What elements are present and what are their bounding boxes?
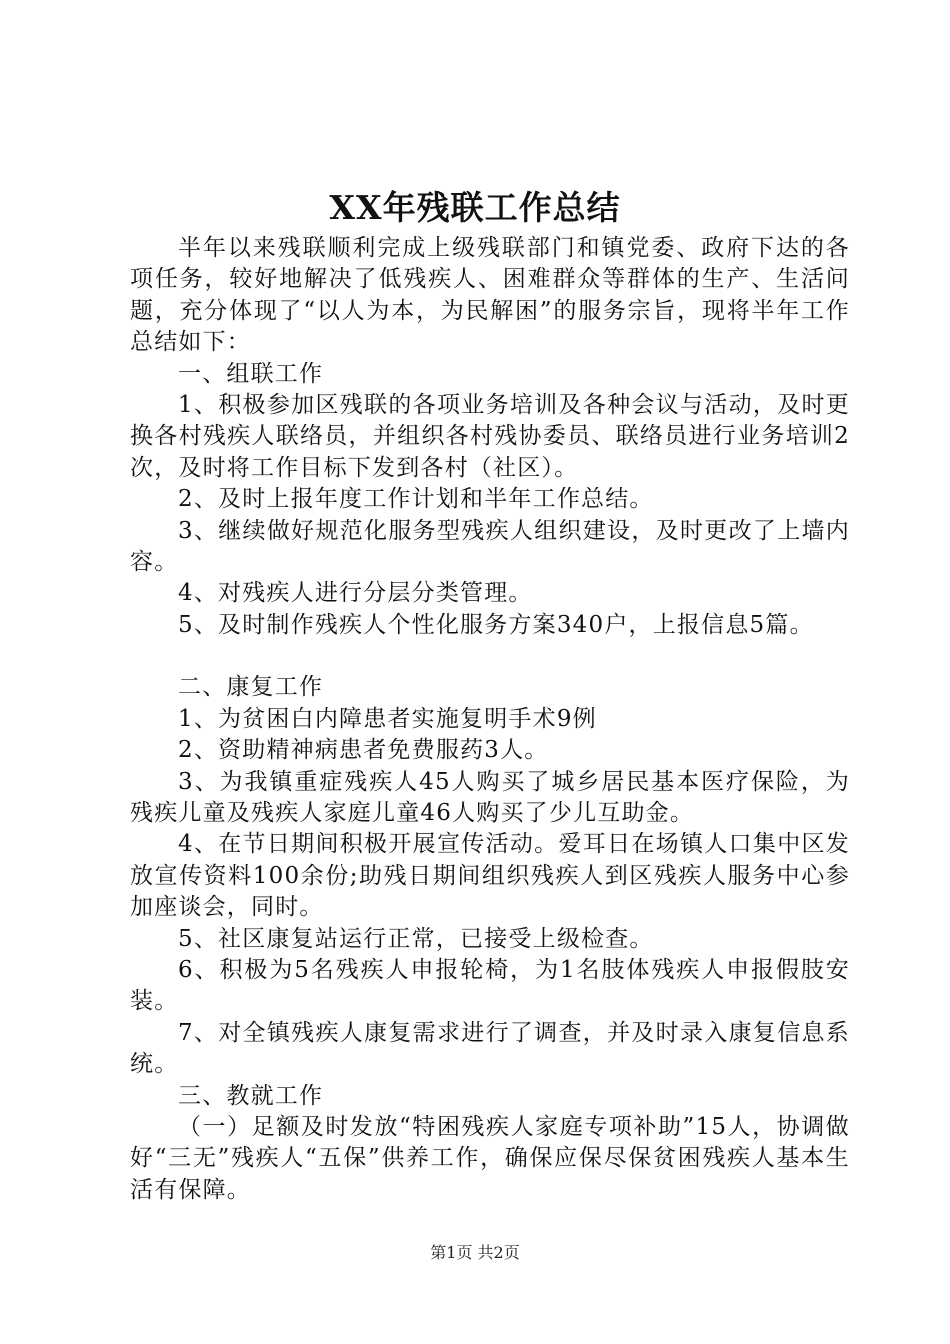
list-item: 1、为贫困白内障患者实施复明手术9例 (178, 705, 597, 732)
list-item: 6、积极为5名残疾人申报轮椅，为1名肢体残疾人申报假肢安装。 (130, 956, 850, 1015)
list-item: 7、对全镇残疾人康复需求进行了调查，并及时录入康复信息系统。 (130, 1019, 850, 1078)
intro-paragraph: 半年以来残联顺利完成上级残联部门和镇党委、政府下达的各项任务，较好地解决了低残疾人、困难群众等群体的生产、生活问题，充分体现了“以人为本，为民解困”的服务宗旨，现将半年工作总结如下： (130, 235, 850, 356)
document-body (130, 233, 850, 1206)
list-item: 1、积极参加区残联的各项业务培训及各种会议与活动，及时更换各村残疾人联络员，并组织各村残协委员、联络员进行业务培训2次，及时将工作目标下发到各村（社区）。 (130, 392, 850, 481)
section-heading: 三、教就工作 (178, 1082, 324, 1109)
section-heading: 二、康复工作 (178, 674, 324, 701)
list-item: 5、社区康复站运行正常，已接受上级检查。 (178, 925, 654, 952)
list-item: 2、及时上报年度工作计划和半年工作总结。 (178, 486, 654, 513)
list-item: 2、资助精神病患者免费服药3人。 (178, 737, 549, 764)
document-title: XX年残联工作总结 (329, 188, 621, 227)
list-item: 4、对残疾人进行分层分类管理。 (178, 580, 533, 607)
page-footer: 第1页 共2页 (430, 1243, 520, 1262)
section-heading: 一、组联工作 (178, 360, 324, 387)
list-item: 3、继续做好规范化服务型残疾人组织建设，及时更改了上墙内容。 (130, 517, 850, 576)
list-item: 5、及时制作残疾人个性化服务方案340户，上报信息5篇。 (178, 611, 814, 638)
list-item: 4、在节日期间积极开展宣传活动。爱耳日在场镇人口集中区发放宣传资料100余份;助残日期间组织残疾人到区残疾人服务中心参加座谈会，同时。 (130, 831, 850, 921)
list-item: （一）足额及时发放“特困残疾人家庭专项补助”15人，协调做好“三无”残疾人“五保”供养工作，确保应保尽保贫困残疾人基本生活有保障。 (130, 1113, 850, 1203)
list-item: 3、为我镇重症残疾人45人购买了城乡居民基本医疗保险，为残疾儿童及残疾人家庭儿童46人购买了少儿互助金。 (130, 768, 850, 826)
